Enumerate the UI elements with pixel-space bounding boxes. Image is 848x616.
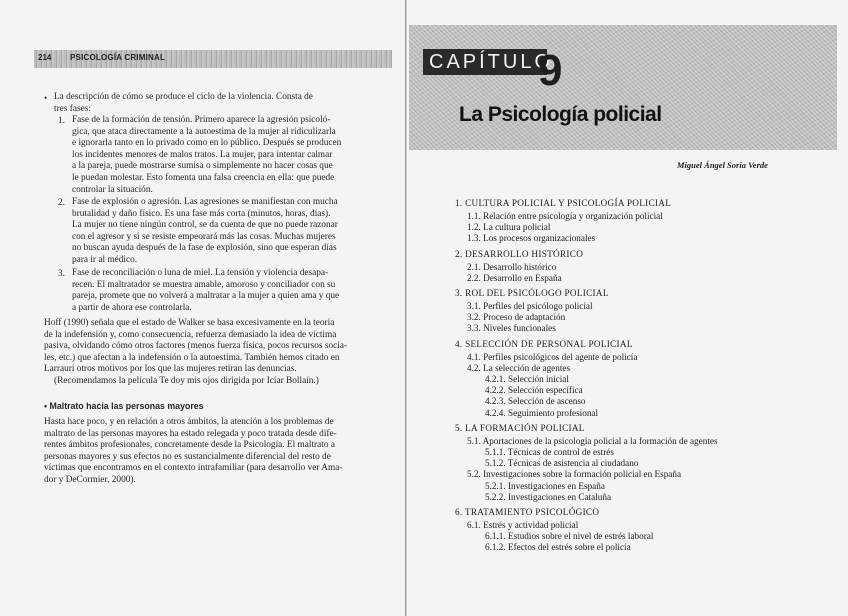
right-page <box>407 0 848 616</box>
toc-section: 5. LA FORMACIÓN POLICIAL <box>455 422 585 433</box>
toc-subsection: 2.1. Desarrollo histórico <box>467 261 557 272</box>
text-line: Fase de explosión o agresión. Las agresiones se manifiestan con mucha <box>72 197 338 207</box>
left-page <box>0 0 406 616</box>
phase-honeymoon <box>72 268 360 314</box>
toc-subsection: 2.2. Desarrollo en España <box>467 272 562 283</box>
toc-subsubsection: 4.2.1. Selección inicial <box>485 374 569 384</box>
toc-subsubsection: 4.2.4. Seguimiento profesional <box>485 407 599 418</box>
cycle-intro <box>54 92 360 115</box>
text-line: los incidentes menores de malos tratos. La mujer, para intentar calmar <box>72 149 333 160</box>
toc-subsection: 1.1. Relación entre psicología y organización policial <box>467 211 663 221</box>
text-line: (Recomendamos la película Te doy mis ojos dirigida por Icíar Bollaín.) <box>54 375 319 386</box>
text-line: controlar la situación. <box>72 184 153 195</box>
toc-subsection: 1.2. La cultura policial <box>467 222 551 233</box>
phase-number: 3. <box>58 269 65 279</box>
phase-number: 1. <box>58 116 65 126</box>
toc-subsection: 6.1. Estrés y actividad policial <box>467 520 579 530</box>
text-line: La mujer no tiene ningún control, se da cuenta de que no puede razonar <box>72 220 338 231</box>
chapter-number: 9 <box>538 46 563 95</box>
toc-subsection: 4.1. Perfiles psicológicos del agente de policía <box>467 351 638 362</box>
phase-tension <box>72 115 360 196</box>
toc-subsubsection: 6.1.2. Efectos del estrés sobre el policía <box>485 542 631 553</box>
toc-section: 1. CULTURA POLICIAL Y PSICOLOGÍA POLICIAL <box>455 198 672 208</box>
chapter-author: Miguel Ángel Soria Verde <box>677 160 768 170</box>
chapter-title: La Psicología policial <box>459 103 662 126</box>
running-title: PSICOLOGÍA CRIMINAL <box>70 53 166 62</box>
text-line: dor y DeCormier, 2000). <box>44 474 136 485</box>
text-line: gica, que ataca directamente a la autoestima de la mujer al ridiculizarla <box>72 126 336 137</box>
walker-paragraph <box>44 318 362 388</box>
text-line: tres fases: <box>54 103 91 114</box>
text-line: víctimas que encontramos en el contexto intrafamiliar (para desarrollo ver Ama- <box>44 463 343 474</box>
page-number: 214 <box>38 53 52 62</box>
toc-subsubsection: 6.1.1. Estudios sobre el nivel de estrés laboral <box>485 531 654 542</box>
elderly-paragraph <box>44 417 362 487</box>
toc-subsection: 4.2. La selección de agentes <box>467 362 571 373</box>
phase-explosion <box>72 197 360 267</box>
text-line: a partir de ahora ese controlarla. <box>72 302 192 313</box>
toc-subsubsection: 5.2.2. Investigaciones en Cataluña <box>485 491 612 502</box>
text-line: con el agresor y si se resiste empeorará más las cosas. Muchas mujeres <box>72 231 336 242</box>
toc-subsubsection: 4.2.3. Selección de ascenso <box>485 396 586 407</box>
toc-section: 2. DESARROLLO HISTÓRICO <box>455 248 584 259</box>
text-line: de la indefensión y, como consecuencia, refuerza demasiado la idea de víctima <box>44 329 337 340</box>
toc-subsubsection: 5.1.1. Técnicas de control de estrés <box>485 447 614 457</box>
text-line: Hasta hace poco, y en relación a otros ámbitos, la atención a los problemas de <box>44 417 334 427</box>
toc-subsection: 3.3. Niveles funcionales <box>467 323 556 334</box>
toc-section: 3. ROL DEL PSICÓLOGO POLICIAL <box>455 288 609 298</box>
toc-section: 4. SELECCIÓN DE PERSONAL POLICIAL <box>455 338 633 349</box>
text-line: Fase de la formación de tensión. Primero aparece la agresión psicoló- <box>72 115 331 125</box>
text-line: les, etc.) que afectan a la indefensión o la autoestima. También hemos citado en <box>44 352 340 363</box>
elderly-heading: • Maltrato hacia las personas mayores <box>44 401 204 411</box>
text-line: le puedan molestar. Esto fomenta una falsa creencia en ella: que puede <box>72 172 335 183</box>
toc-subsection: 5.2. Investigaciones sobre la formación policial en España <box>467 469 682 480</box>
cycle-bullet: • <box>44 93 48 103</box>
text-line: a la pareja, puede mostrarse sumisa o simplemente no hacer cosas que <box>72 161 333 172</box>
text-line: pareja, promete que no volverá a maltratar a la mujer a quien ama y que <box>72 291 340 302</box>
toc-subsection: 5.1. Aportaciones de la psicología policial a la formación de agentes <box>467 435 718 446</box>
toc-subsection: 1.3. Los procesos organizacionales <box>467 233 596 244</box>
chapter-header-band <box>409 25 837 150</box>
text-line: Hoff (1990) señala que el estado de Walker se basa excesivamente en la teoría <box>44 318 335 328</box>
text-line: para ir al médico. <box>72 254 138 265</box>
chapter-label: CAPÍTULO <box>423 49 547 75</box>
text-line: personas mayores y sus efectos no es sustancialmente diferencial del resto de <box>44 451 331 462</box>
text-line: maltrato de las personas mayores ha estado relegada y poco tratada desde dife- <box>44 428 337 439</box>
toc-subsubsection: 4.2.2. Selección específica <box>485 385 583 396</box>
text-line: pasiva, olvidando cómo otros factores (menos fuerza física, pocos recursos socia- <box>44 341 348 352</box>
text-line: recen. El maltratador se muestra amable, amoroso y conciliador con su <box>72 279 336 290</box>
text-line: rentes ámbitos profesionales, concretamente desde la Psicología. El maltrato a <box>44 440 335 451</box>
text-line: Fase de reconciliación o luna de miel. La tensión y violencia desapa- <box>72 268 329 278</box>
toc-subsubsection: 5.1.2. Técnicas de asistencia al ciudadano <box>485 458 639 469</box>
text-line: La descripción de cómo se produce el ciclo de la violencia. Consta de <box>54 92 313 102</box>
text-line: brutalidad y daño físico. Es una fase más corta (minutos, horas, días). <box>72 208 331 219</box>
text-line: Larraurí otros motivos por los que las mujeres retiran las denuncias. <box>44 364 297 375</box>
toc-section: 6. TRATAMIENTO PSICOLÓGICO <box>455 507 600 517</box>
toc-subsection: 3.1. Perfiles del psicólogo policial <box>467 301 593 311</box>
toc-subsubsection: 5.2.1. Investigaciones en España <box>485 480 605 491</box>
phase-number: 2. <box>58 198 65 208</box>
text-line: no buscan ayuda después de la fase de explosión, sino que esperan días <box>72 243 337 254</box>
toc-subsection: 3.2. Proceso de adaptación <box>467 312 566 323</box>
text-line: e ignorarla tanto en lo privado como en lo público. Después se producen <box>72 138 342 149</box>
